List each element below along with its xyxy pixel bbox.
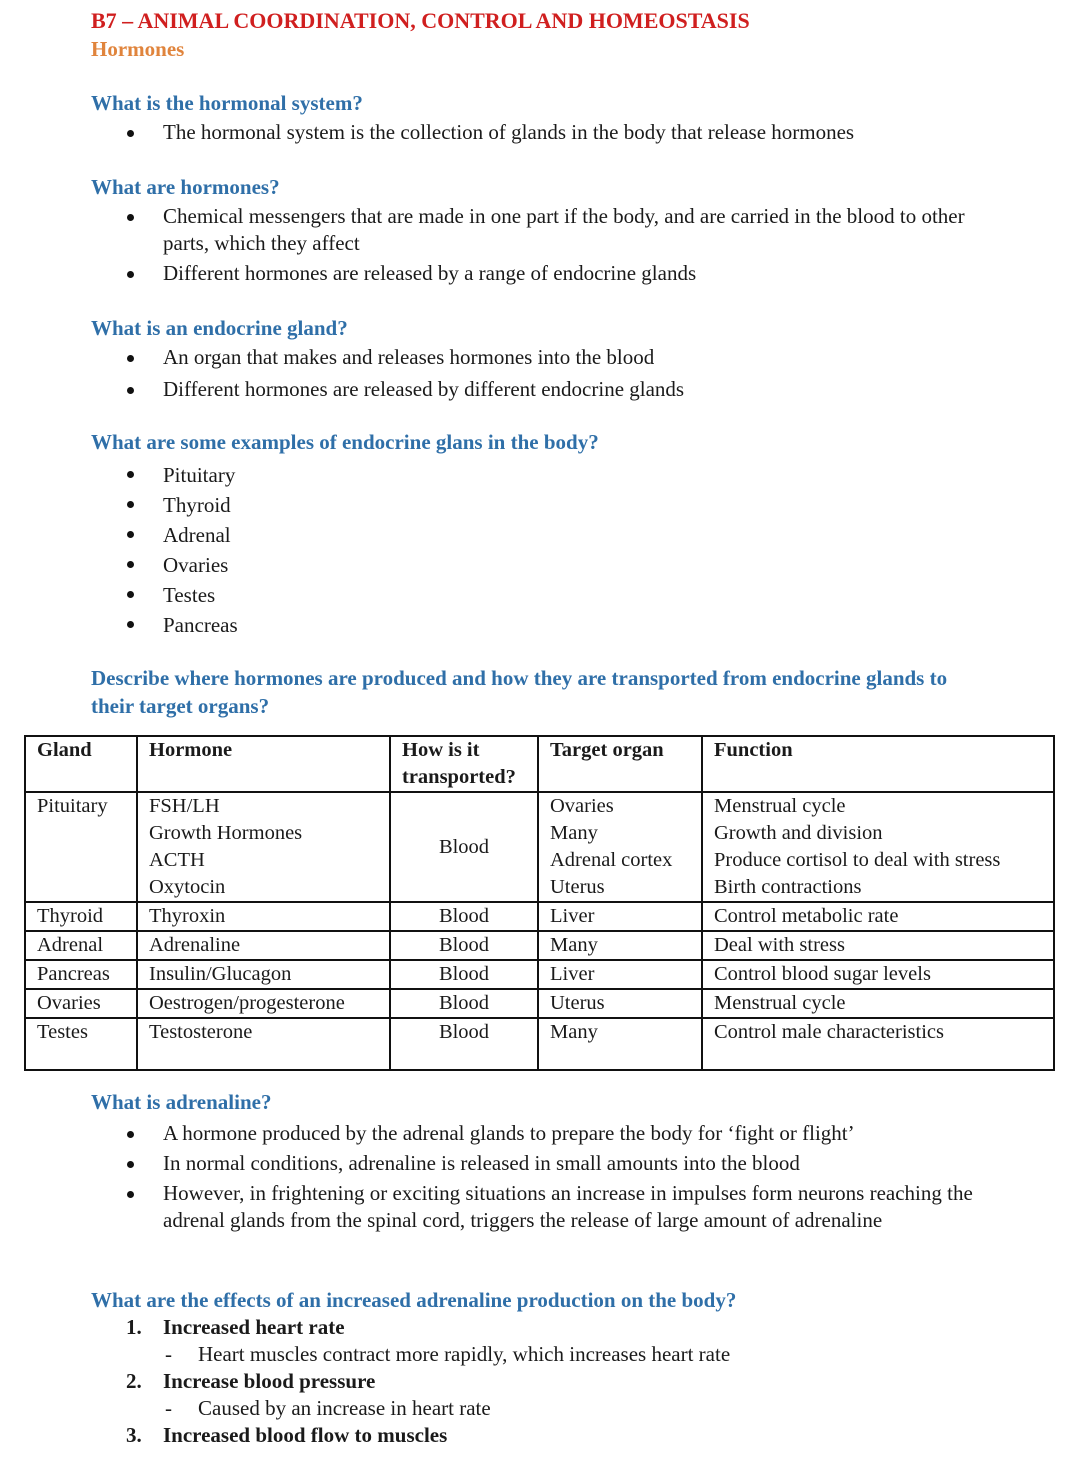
cell-transport: Blood: [390, 960, 538, 989]
bullet-icon: [127, 471, 134, 478]
table-row: [25, 989, 1054, 1018]
cell-hormone: Thyroxin: [137, 902, 390, 931]
list-item: [0, 1180, 993, 1234]
list-item: [0, 460, 993, 490]
list-number: 1.: [126, 1315, 142, 1339]
list-item-text: Thyroid: [163, 493, 231, 517]
hormone-line: Growth Hormones: [149, 822, 303, 844]
header-function: Function: [702, 736, 1054, 792]
cell-target: [538, 792, 702, 902]
list-item-label: Increased heart rate: [163, 1315, 345, 1339]
dash-icon: -: [165, 1396, 172, 1420]
section-heading: What is an endocrine gland?: [91, 316, 348, 340]
dash-icon: -: [165, 1342, 172, 1366]
cell-gland: Ovaries: [25, 989, 137, 1018]
cell-function: Control blood sugar levels: [702, 960, 1054, 989]
list-item-label: Increased blood flow to muscles: [163, 1423, 448, 1447]
target-line: Uterus: [550, 876, 605, 898]
cell-gland: Pituitary: [25, 792, 137, 902]
cell-transport: Blood: [390, 792, 538, 902]
bullet-icon: [127, 1131, 134, 1138]
page-subtitle: Hormones: [91, 37, 185, 61]
list-subitem-text: Caused by an increase in heart rate: [198, 1396, 491, 1420]
cell-transport: Blood: [390, 902, 538, 931]
list-number: 2.: [126, 1369, 142, 1393]
bullet-list: [0, 1120, 993, 1234]
list-item: [0, 119, 993, 146]
page-title: B7 – ANIMAL COORDINATION, CONTROL AND HOMEOSTASIS: [91, 8, 750, 33]
cell-transport: Blood: [390, 931, 538, 960]
list-item-label: Increase blood pressure: [163, 1369, 376, 1393]
cell-hormone: Insulin/Glucagon: [137, 960, 390, 989]
bullet-icon: [127, 1161, 134, 1168]
list-item: [0, 610, 993, 640]
function-line: Birth contractions: [714, 876, 862, 898]
table-row: [25, 902, 1054, 931]
list-item-text: Testes: [163, 583, 216, 607]
list-item-text: Ovaries: [163, 553, 229, 577]
list-subitem: [0, 1395, 730, 1422]
cell-hormone: [137, 792, 390, 902]
list-item-text: Adrenal: [163, 523, 231, 547]
bullet-icon: [127, 271, 134, 278]
header-gland: Gland: [25, 736, 137, 792]
cell-target: Liver: [538, 960, 702, 989]
list-item: [0, 550, 993, 580]
hormone-line: ACTH: [149, 849, 205, 871]
bullet-icon: [127, 1191, 134, 1198]
effects-list: [0, 1314, 730, 1449]
bullet-icon: [127, 621, 134, 628]
bullet-list: [0, 119, 993, 146]
cell-function: Control male characteristics: [702, 1018, 1054, 1070]
list-item: [0, 580, 993, 610]
function-line: Produce cortisol to deal with stress: [714, 849, 1001, 871]
table-row: [25, 1018, 1054, 1070]
table-row: [25, 792, 1054, 902]
cell-target: Many: [538, 1018, 702, 1070]
cell-transport: Blood: [390, 1018, 538, 1070]
section-heading: Describe where hormones are produced and how they are transported from endocrine glands to their target organs?: [91, 666, 948, 718]
list-subitem-text: Heart muscles contract more rapidly, which increases heart rate: [198, 1342, 731, 1366]
cell-function: [702, 792, 1054, 902]
function-line: Growth and division: [714, 822, 883, 844]
table-row: [25, 960, 1054, 989]
list-item: [0, 376, 993, 403]
list-item-text: Pancreas: [163, 613, 238, 637]
list-item-text: However, in frightening or exciting situations an increase in impulses form neurons reaching the adrenal glands from the spinal cord, triggers the release of large amount of adrenaline: [163, 1181, 973, 1232]
list-number: 3.: [126, 1423, 142, 1447]
cell-gland: Testes: [25, 1018, 137, 1070]
cell-function: Control metabolic rate: [702, 902, 1054, 931]
cell-hormone: Testosterone: [137, 1018, 390, 1070]
cell-gland: Thyroid: [25, 902, 137, 931]
list-item-text: A hormone produced by the adrenal glands to prepare the body for ‘fight or flight’: [163, 1121, 855, 1145]
table-row: [25, 931, 1054, 960]
list-item: [0, 1120, 993, 1147]
cell-hormone: Oestrogen/progesterone: [137, 989, 390, 1018]
list-item: [0, 1422, 730, 1449]
bullet-icon: [127, 130, 134, 137]
bullet-icon: [127, 214, 134, 221]
list-item-text: The hormonal system is the collection of glands in the body that release hormones: [163, 120, 855, 144]
header-hormone: Hormone: [137, 736, 390, 792]
hormones-table: [24, 735, 1055, 1071]
target-line: Adrenal cortex: [550, 849, 673, 871]
hormone-line: FSH/LH: [149, 795, 220, 817]
section-heading: What are hormones?: [91, 175, 280, 199]
bullet-icon: [127, 355, 134, 362]
cell-gland: Pancreas: [25, 960, 137, 989]
list-item-text: Different hormones are released by different endocrine glands: [163, 377, 685, 401]
target-line: Ovaries: [550, 795, 614, 817]
bullet-icon: [127, 561, 134, 568]
cell-function: Deal with stress: [702, 931, 1054, 960]
list-item: [0, 1368, 730, 1395]
bullet-list: [0, 344, 993, 403]
list-item-text: An organ that makes and releases hormones into the blood: [163, 345, 655, 369]
list-item-text: Chemical messengers that are made in one part if the body, and are carried in the blood to other parts, which they affect: [163, 204, 965, 255]
list-item: [0, 260, 993, 287]
list-item: [0, 1150, 993, 1177]
section-heading: What are the effects of an increased adrenaline production on the body?: [91, 1288, 737, 1312]
cell-function: Menstrual cycle: [702, 989, 1054, 1018]
function-line: Menstrual cycle: [714, 795, 846, 817]
cell-target: Uterus: [538, 989, 702, 1018]
bullet-icon: [127, 387, 134, 394]
cell-gland: Adrenal: [25, 931, 137, 960]
list-subitem: [0, 1341, 730, 1368]
header-transport: How is it transported?: [390, 736, 538, 792]
header-target: Target organ: [538, 736, 702, 792]
table-header-row: [25, 736, 1054, 792]
section-heading: What are some examples of endocrine glans in the body?: [91, 430, 599, 454]
list-item: [0, 344, 993, 371]
target-line: Many: [550, 822, 598, 844]
bullet-icon: [127, 501, 134, 508]
list-item: [0, 1314, 730, 1341]
list-item: [0, 490, 993, 520]
list-item-text: In normal conditions, adrenaline is released in small amounts into the blood: [163, 1151, 800, 1175]
list-item: [0, 203, 993, 257]
cell-target: Liver: [538, 902, 702, 931]
bullet-icon: [127, 531, 134, 538]
bullet-icon: [127, 591, 134, 598]
list-item: [0, 520, 993, 550]
bullet-list: [0, 203, 993, 287]
cell-hormone: Adrenaline: [137, 931, 390, 960]
list-item-text: Pituitary: [163, 463, 236, 487]
section-heading: What is adrenaline?: [91, 1090, 272, 1114]
list-item-text: Different hormones are released by a range of endocrine glands: [163, 261, 697, 285]
cell-transport: Blood: [390, 989, 538, 1018]
hormone-line: Oxytocin: [149, 876, 226, 898]
cell-target: Many: [538, 931, 702, 960]
gland-examples-list: [0, 460, 993, 640]
section-heading: What is the hormonal system?: [91, 91, 363, 115]
